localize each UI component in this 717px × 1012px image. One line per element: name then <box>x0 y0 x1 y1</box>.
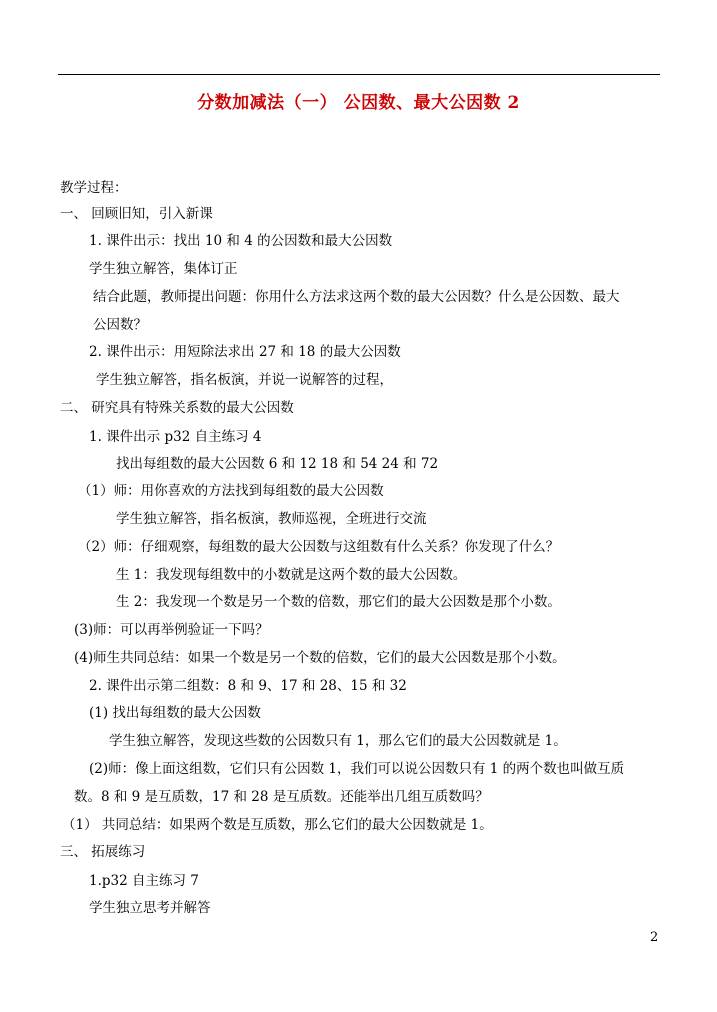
header-rule <box>58 74 660 75</box>
page-number: 2 <box>650 930 659 945</box>
section-heading: 一、 回顾旧知，引入新课 <box>60 206 213 222</box>
text-line: 学生独立解答，发现这些数的公因数只有 1，那么它们的最大公因数就是 1。 <box>109 733 567 749</box>
text-line: 学生独立解答，指名板演，并说一说解答的过程， <box>96 372 393 388</box>
text-line: 找出每组数的最大公因数 6 和 12 18 和 54 24 和 72 <box>116 456 439 472</box>
text-line: 1.p32 自主练习 7 <box>89 873 199 889</box>
text-line: 生 1：我发现每组数中的小数就是这两个数的最大公因数。 <box>116 567 467 583</box>
section-heading: 三、 拓展练习 <box>60 844 146 860</box>
text-line: (4)师生共同总结：如果一个数是另一个数的倍数，它们的最大公因数是那个小数。 <box>74 650 566 666</box>
text-line: （1） 共同总结：如果两个数是互质数，那么它们的最大公因数就是 1。 <box>62 817 493 833</box>
text-line: 学生独立思考并解答 <box>89 900 211 916</box>
page-title: 分数加减法（一） 公因数、最大公因数 2 <box>197 93 520 113</box>
section-heading: 二、 研究具有特殊关系数的最大公因数 <box>60 400 294 416</box>
text-line: 教学过程： <box>60 180 128 196</box>
text-line: 结合此题，教师提出问题：你用什么方法求这两个数的最大公因数？什么是公因数、最大 <box>93 289 620 305</box>
text-line: 1. 课件出示 p32 自主练习 4 <box>89 429 262 445</box>
text-line: （2）师：仔细观察，每组数的最大公因数与这组数有什么关系？你发现了什么？ <box>78 539 560 555</box>
text-line: (1) 找出每组数的最大公因数 <box>89 705 261 721</box>
text-line: (2)师：像上面这组数，它们只有公因数 1，我们可以说公因数只有 1 的两个数也叫做互质 <box>89 761 625 777</box>
text-line: 数。8 和 9 是互质数，17 和 28 是互质数。还能举出几组互质数吗？ <box>74 789 489 805</box>
text-line: 2. 课件出示：用短除法求出 27 和 18 的最大公因数 <box>89 344 401 360</box>
text-line: 公因数？ <box>93 317 147 333</box>
text-line: 学生独立解答，集体订正 <box>89 261 238 277</box>
text-line: 学生独立解答，指名板演，教师巡视，全班进行交流 <box>116 511 427 527</box>
text-line: （1）师：用你喜欢的方法找到每组数的最大公因数 <box>78 483 384 499</box>
text-line: 生 2：我发现一个数是另一个数的倍数，那它们的最大公因数是那个小数。 <box>116 594 561 610</box>
text-line: 2. 课件出示第二组数：8 和 9、17 和 28、15 和 32 <box>89 678 407 694</box>
text-line: (3)师：可以再举例验证一下吗？ <box>74 622 269 638</box>
text-line: 1. 课件出示：找出 10 和 4 的公因数和最大公因数 <box>89 233 393 249</box>
